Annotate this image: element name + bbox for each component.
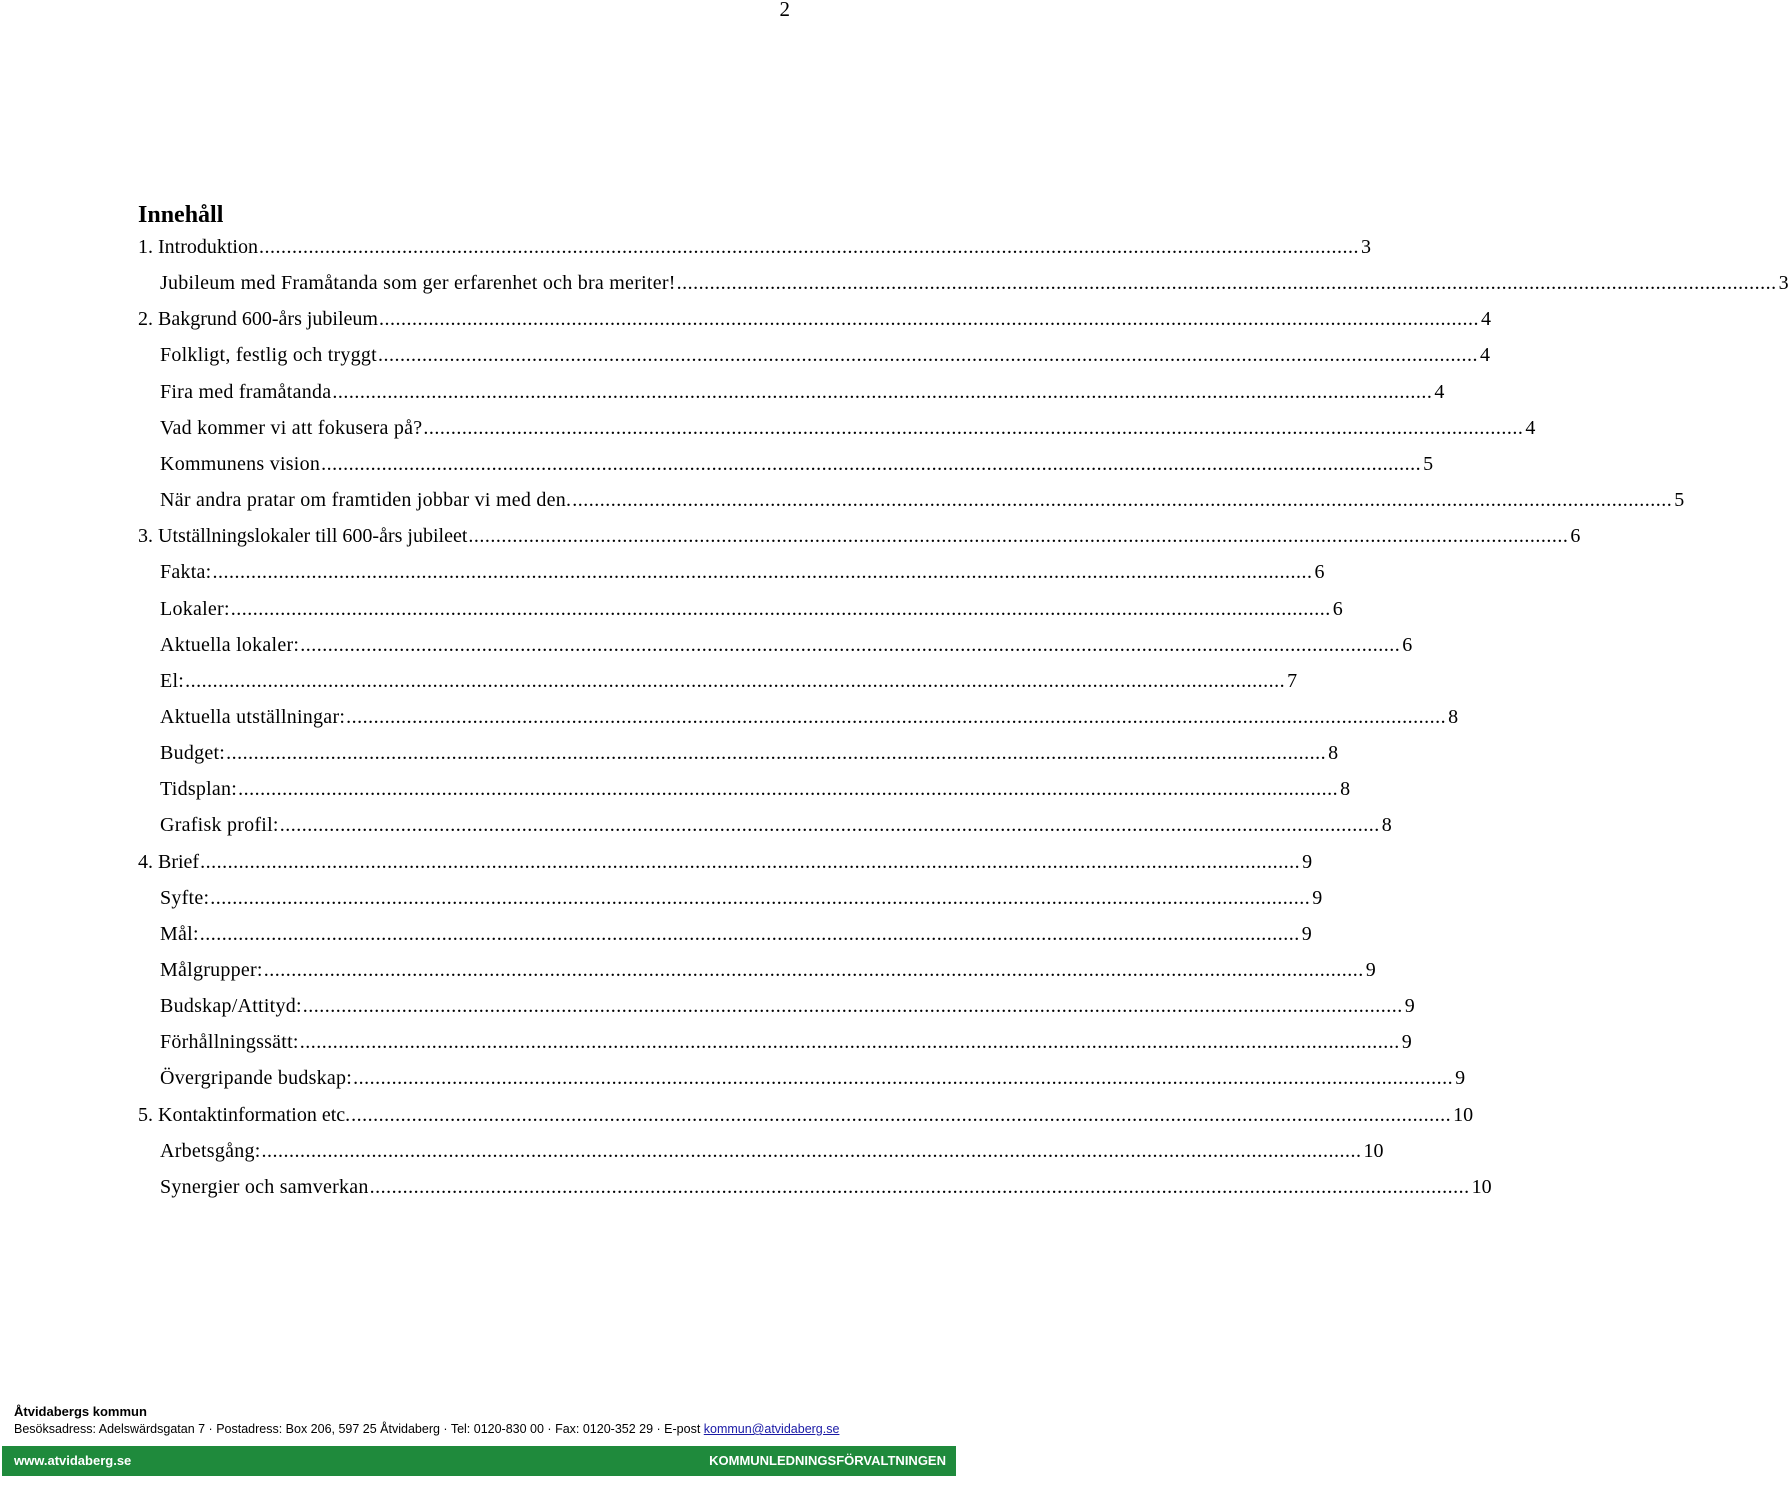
toc-entry[interactable]	[160, 630, 1413, 660]
toc-entry[interactable]	[160, 1027, 1412, 1057]
toc-dot-leader: ........................................................................................................................................................................................................	[353, 1067, 1454, 1090]
toc-entry-title: Aktuella lokaler:	[160, 633, 300, 656]
footer-org-name: Åtvidabergs kommun	[14, 1404, 147, 1419]
toc-entry-page: 5	[1423, 452, 1434, 475]
toc-entry-title: Aktuella utställningar:	[160, 705, 346, 728]
toc-entry-page: 9	[1302, 850, 1313, 873]
toc-entry[interactable]	[160, 919, 1312, 949]
footer-email-link[interactable]: kommun@atvidaberg.se	[703, 1422, 840, 1436]
toc-entry-page: 8	[1328, 742, 1339, 765]
toc-entry[interactable]	[160, 666, 1298, 696]
toc-entry-page: 4	[1434, 380, 1445, 403]
toc-dot-leader: ........................................................................................................................................................................................................	[185, 669, 1286, 692]
toc-dot-leader: ........................................................................................................................................................................................................	[261, 1139, 1362, 1162]
toc-entry[interactable]	[138, 847, 1313, 877]
toc-dot-leader: ........................................................................................................................................................................................................	[200, 850, 1301, 873]
toc-entry-page: 8	[1381, 814, 1392, 837]
toc-entry-title: El:	[160, 669, 185, 692]
toc-entry[interactable]	[160, 449, 1434, 479]
toc-entry-title: Fakta:	[160, 561, 212, 584]
toc-dot-leader: ........................................................................................................................................................................................................	[302, 995, 1403, 1018]
toc-dot-leader: ........................................................................................................................................................................................................	[259, 236, 1359, 258]
toc-entry-title: Tidsplan:	[160, 778, 238, 801]
toc-entry-page: 9	[1401, 1031, 1412, 1054]
toc-entry-page: 9	[1365, 959, 1376, 981]
toc-entry-page: 3	[1361, 236, 1371, 258]
toc-dot-leader: ........................................................................................................................................................................................................	[468, 525, 1569, 548]
toc-dot-leader: ........................................................................................................................................................................................................	[230, 597, 1331, 620]
toc-dot-leader: ........................................................................................................................................................................................................	[378, 344, 1478, 367]
toc-dot-leader: ........................................................................................................................................................................................................	[321, 452, 1422, 475]
toc-entry[interactable]	[160, 955, 1376, 985]
toc-entry-title: Vad kommer vi att fokusera på?	[160, 416, 423, 439]
toc-entry-page: 6	[1570, 525, 1581, 548]
toc-dot-leader: ........................................................................................................................................................................................................	[572, 489, 1673, 512]
toc-heading: Innehåll	[138, 202, 224, 228]
toc-entry[interactable]	[160, 557, 1325, 587]
toc-entry-page: 10	[1363, 1139, 1384, 1162]
footer-bar	[2, 1446, 956, 1476]
toc-entry-title: Budget:	[160, 742, 226, 765]
toc-entry-title: Kommunens vision	[160, 452, 321, 475]
toc-dot-leader: ........................................................................................................................................................................................................	[332, 380, 1433, 403]
toc-dot-leader: ........................................................................................................................................................................................................	[378, 308, 1479, 331]
toc-entry-title: Synergier och samverkan	[160, 1175, 369, 1198]
toc-entry[interactable]	[160, 485, 1685, 515]
toc-entry[interactable]	[138, 521, 1581, 551]
toc-entry-title: Arbetsgång:	[160, 1139, 261, 1162]
toc-entry[interactable]	[160, 991, 1415, 1021]
footer-department: KOMMUNLEDNINGSFÖRVALTNINGEN	[709, 1453, 946, 1468]
toc-entry-page: 6	[1402, 633, 1413, 656]
toc-dot-leader: ........................................................................................................................................................................................................	[199, 922, 1300, 945]
toc-entry-title: 1. Introduktion	[138, 236, 258, 258]
toc-entry-page: 9	[1455, 1067, 1466, 1090]
toc-entry[interactable]	[160, 738, 1339, 768]
toc-entry-title: Budskap/Attityd:	[160, 995, 302, 1018]
toc-entry[interactable]	[160, 1136, 1384, 1166]
toc-entry-title: Lokaler:	[160, 597, 230, 620]
toc-dot-leader: ........................................................................................................................................................................................................	[351, 1103, 1452, 1126]
toc-entry[interactable]	[160, 1172, 1492, 1202]
footer-address-text: Besöksadress: Adelswärdsgatan 7 · Postadress: Box 206, 597 25 Åtvidaberg · Tel: 0120-830 00 · Fax: 0120-352 29 · E-post	[14, 1422, 704, 1436]
toc-entry-title: Mål:	[160, 922, 199, 945]
toc-entry-page: 10	[1471, 1175, 1492, 1198]
toc-dot-leader: ........................................................................................................................................................................................................	[423, 416, 1524, 439]
toc-entry-title: Grafisk profil:	[160, 814, 279, 837]
footer-website-link[interactable]: www.atvidaberg.se	[14, 1453, 132, 1468]
toc-entry-page: 10	[1453, 1103, 1474, 1126]
toc-dot-leader: ........................................................................................................................................................................................................	[226, 742, 1327, 765]
toc-entry-page: 4	[1525, 416, 1536, 439]
toc-entry-page: 9	[1404, 995, 1415, 1018]
toc-entry-page: 4	[1480, 344, 1490, 367]
toc-dot-leader: ........................................................................................................................................................................................................	[238, 778, 1339, 801]
toc-dot-leader: ........................................................................................................................................................................................................	[299, 1031, 1400, 1054]
toc-entry-page: 9	[1301, 922, 1312, 945]
toc-entry[interactable]	[160, 594, 1343, 624]
toc-entry-title: När andra pratar om framtiden jobbar vi med den.	[160, 489, 572, 512]
toc-entry-page: 8	[1448, 705, 1459, 728]
toc-dot-leader: ........................................................................................................................................................................................................	[263, 959, 1364, 981]
toc-entry-page: 9	[1312, 886, 1323, 909]
toc-entry[interactable]	[160, 377, 1445, 407]
toc-entry[interactable]	[160, 774, 1351, 804]
toc-entry-page: 6	[1332, 597, 1343, 620]
toc-dot-leader: ........................................................................................................................................................................................................	[676, 272, 1777, 295]
toc-entry-page: 3	[1778, 272, 1789, 295]
toc-entry[interactable]	[160, 413, 1536, 443]
toc-entry-title: Övergripande budskap:	[160, 1067, 353, 1090]
footer-address	[14, 1421, 839, 1437]
toc-dot-leader: ........................................................................................................................................................................................................	[279, 814, 1380, 837]
toc-entry[interactable]	[138, 304, 1491, 334]
toc-entry-title: 3. Utställningslokaler till 600-års jubileet	[138, 525, 468, 548]
toc-entry-page: 7	[1287, 669, 1298, 692]
page-number: 2	[779, 0, 790, 21]
toc-entry-title: Målgrupper:	[160, 959, 263, 981]
toc-entry-page: 5	[1674, 489, 1685, 512]
toc-entry-title: Fira med framåtanda	[160, 380, 332, 403]
toc-entry[interactable]	[160, 1063, 1466, 1093]
toc-entry-title: Syfte:	[160, 886, 210, 909]
toc-entry[interactable]	[160, 810, 1392, 840]
toc-entry-title: 4. Brief	[138, 850, 200, 873]
toc-entry-title: 5. Kontaktinformation etc.	[138, 1103, 351, 1126]
toc-entry-page: 8	[1340, 778, 1351, 801]
toc-entry[interactable]	[160, 883, 1323, 913]
toc-dot-leader: ........................................................................................................................................................................................................	[346, 705, 1447, 728]
toc-entry[interactable]	[160, 340, 1490, 370]
toc-entry-title: Folkligt, festlig och tryggt	[160, 344, 377, 367]
toc-entry[interactable]	[138, 232, 1371, 262]
toc-entry-title: Förhållningssätt:	[160, 1031, 299, 1054]
toc-entry-page: 6	[1314, 561, 1325, 584]
toc-dot-leader: ........................................................................................................................................................................................................	[300, 633, 1401, 656]
toc-entry-title: Jubileum med Framåtanda som ger erfarenhet och bra meriter!	[160, 272, 676, 295]
toc-dot-leader: ........................................................................................................................................................................................................	[212, 561, 1313, 584]
toc-entry-title: 2. Bakgrund 600-års jubileum	[138, 308, 378, 331]
toc-entry[interactable]	[160, 702, 1459, 732]
toc-entry[interactable]	[138, 1100, 1474, 1130]
toc-dot-leader: ........................................................................................................................................................................................................	[210, 886, 1311, 909]
toc-dot-leader: ........................................................................................................................................................................................................	[369, 1175, 1470, 1198]
toc-entry[interactable]	[160, 268, 1789, 298]
toc-entry-page: 4	[1480, 308, 1491, 331]
